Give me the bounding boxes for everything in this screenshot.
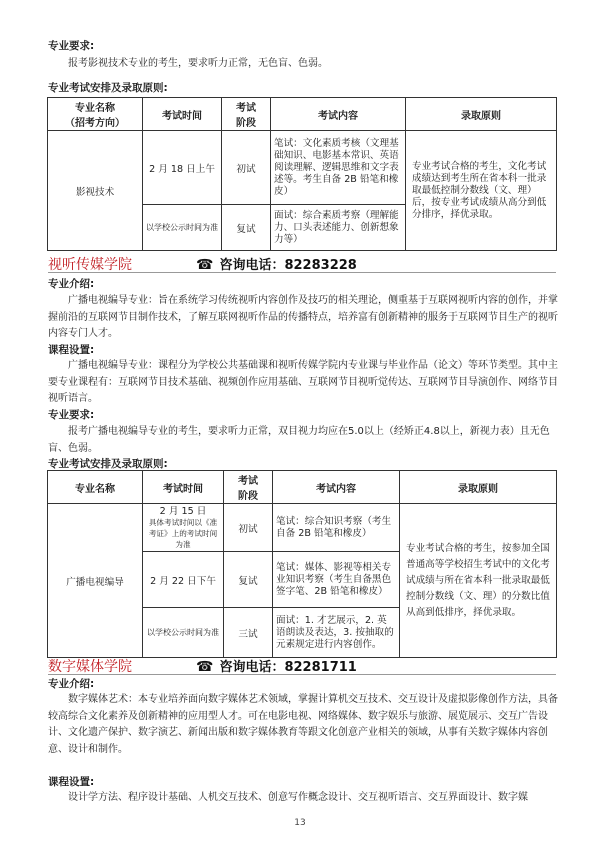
time-note: 具体考试时间以《准考证》上的考试时间为准 xyxy=(148,517,218,549)
time-cell: 以学校公示时间为准 xyxy=(143,205,222,251)
req-text-2: 报考广播电视编导专业的考生，要求听力正常，双目视力均应在5.0以上（经矫正4.8以上，新视力表）且无色盲、色弱。 xyxy=(48,426,550,454)
intro-text: 广播电视编导专业：旨在系统学习传统视听内容创作及技巧的相关理论，侧重基于互联网视听内容的创作，并掌握前沿的互联网节目制作技术，了解互联网视听作品的传播特点，培养富有创新精神的服务于互联网节目生产的视听内容专门人才。 xyxy=(48,295,558,339)
major-cell: 影视技术 xyxy=(48,131,143,251)
phone-label: 咨询电话： xyxy=(219,660,285,675)
stage-cell: 初试 xyxy=(222,131,271,205)
phone-number: 82281711 xyxy=(284,660,357,675)
time-cell: 2 月 18 日上午 xyxy=(143,131,222,205)
col-header: 录取原则 xyxy=(406,98,557,131)
table-row xyxy=(48,504,557,552)
divider xyxy=(48,272,556,273)
table-row xyxy=(48,131,557,205)
intro-label-3: 专业介绍: xyxy=(48,678,95,690)
table-header-row xyxy=(48,98,557,131)
exam-label: 专业考试安排及录取原则: xyxy=(48,82,168,94)
col-header: 考试时间 xyxy=(143,471,224,504)
req-label-2: 专业要求: xyxy=(48,409,95,421)
content-cell: 笔试：文化素质考核（文理基础知识、电影基本常识、英语阅读理解、逻辑思维和文字表述等。考生自备 2B 铅笔和橡皮） xyxy=(271,131,406,205)
exam-table-2 xyxy=(47,470,557,658)
exam-table-1 xyxy=(47,97,557,251)
content-cell: 面试：综合素质考察（理解能力、口头表述能力、创新想象力等） xyxy=(271,205,406,251)
stage-cell: 复试 xyxy=(222,205,271,251)
course-label-3: 课程设置: xyxy=(48,776,95,788)
table-header-row xyxy=(48,471,557,504)
col-header: 考试内容 xyxy=(273,471,400,504)
principle-cell: 专业考试合格的考生，文化考试成绩达到考生所在省本科一批录取最低控制分数线（文、理）后，按专业考试成绩从高分到低分排序，择优录取。 xyxy=(406,131,557,251)
phone-line xyxy=(196,254,357,273)
time-main: 2 月 15 日 xyxy=(159,505,207,517)
phone-icon: ☎ xyxy=(196,257,214,273)
phone-number: 82283228 xyxy=(284,258,357,273)
time-cell: 以学校公示时间为准 xyxy=(143,608,224,658)
col-header: 专业名称 xyxy=(48,471,143,504)
col-header: 考试内容 xyxy=(271,98,406,131)
section-title-digital-media: 数字媒体学院 xyxy=(48,659,132,675)
content-cell: 面试：1. 才艺展示，2. 英语朗读及表达，3. 按抽取的元素规定进行内容创作。 xyxy=(273,608,400,658)
major-cell: 广播电视编导 xyxy=(48,504,143,658)
stage-cell: 初试 xyxy=(224,504,273,552)
intro-text-3: 数字媒体艺术：本专业培养面向数字媒体艺术领域，掌握计算机交互技术、交互设计及虚拟影像创作方法，具备较高综合文化素养及创新精神的应用型人才。可在电影电视、网络媒体、数字娱乐与旅游、展览展示、交互广告设计、文化遗产保护、数字演艺、新闻出版和数字媒体教育等跟文化创意产业相关的领域，从事有关数字媒体内容创意、设计和制作。 xyxy=(48,694,558,755)
course-text-3: 设计学方法、程序设计基础、人机交互技术、创意写作概念设计、交互视听语言、交互界面设计、数字媒 xyxy=(68,792,528,803)
col-header: 考试 阶段 xyxy=(224,471,273,504)
exam-label-2: 专业考试安排及录取原则: xyxy=(48,458,168,470)
stage-cell: 三试 xyxy=(224,608,273,658)
phone-line xyxy=(196,656,357,675)
section-title-audiovisual: 视听传媒学院 xyxy=(48,257,132,273)
divider xyxy=(48,674,556,675)
col-header: 考试 阶段 xyxy=(222,98,271,131)
phone-icon: ☎ xyxy=(196,659,214,675)
time-cell xyxy=(143,504,224,552)
time-cell: 2 月 22 日下午 xyxy=(143,552,224,608)
req-text: 报考影视技术专业的考生，要求听力正常，无色盲、色弱。 xyxy=(68,58,328,69)
col-header: 录取原则 xyxy=(400,471,557,504)
col-header: 专业名称 （招考方向） xyxy=(48,98,143,131)
course-label: 课程设置: xyxy=(48,344,95,356)
intro-label: 专业介绍: xyxy=(48,278,95,290)
req-label: 专业要求: xyxy=(48,40,95,52)
principle-cell: 专业考试合格的考生，按参加全国普通高等学校招生考试中的文化考试成绩与所在省本科一批录取最低控制分数线（文、理）的分数比值从高到低排序，择优录取。 xyxy=(400,504,557,658)
col-header: 考试时间 xyxy=(143,98,222,131)
content-cell: 笔试：媒体、影视等相关专业知识考察（考生自备黑色签字笔、2B 铅笔和橡皮） xyxy=(273,552,400,608)
content-cell: 笔试：综合知识考察（考生自备 2B 铅笔和橡皮） xyxy=(273,504,400,552)
course-text: 广播电视编导专业：课程分为学校公共基础课和视听传媒学院内专业课与毕业作品（论文）等环节类型。其中主要专业课程有：互联网节目技术基础、视频创作应用基础、互联网节目视听觉传达、互联网节目导演创作、网络节目视听语言。 xyxy=(48,360,558,404)
stage-cell: 复试 xyxy=(224,552,273,608)
page-number: 13 xyxy=(294,818,306,828)
phone-label: 咨询电话： xyxy=(219,258,285,273)
